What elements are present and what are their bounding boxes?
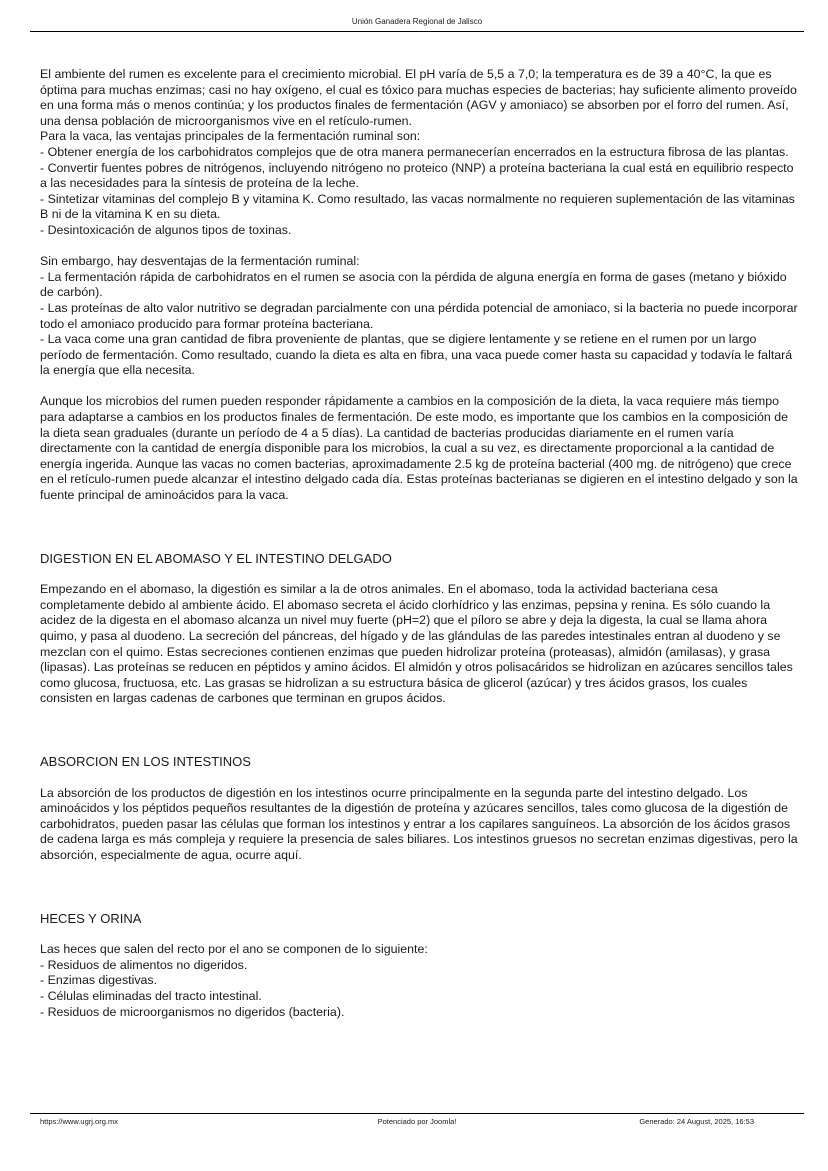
heces-section <box>40 911 800 1021</box>
list-item: - Sintetizar vitaminas del complejo B y vitamina K. Como resultado, las vacas normalmente no requieren suplementación de las vitaminas B ni de la vitamina K en su dieta. <box>40 191 795 222</box>
list-item: - La vaca come una gran cantidad de fibra proveniente de plantas, que se digiere lentamente y se retiene en el rumen por un largo período de fermentación. Como resultado, cuando la dieta es alta en fibra, una vaca puede comer hasta su capacidad y todavía le faltará la energía que ella necesita. <box>40 332 793 378</box>
abomaso-section <box>40 551 800 707</box>
heces-intro: Las heces que salen del recto por el ano se componen de lo siguiente: <box>40 942 428 957</box>
rumen-paragraph-1: El ambiente del rumen es excelente para el crecimiento microbial. El pH varía de 5,5 a 7,0; la temperatura es de 39 a 40°C, la que es óptima para muchas enzimas; casi no hay oxígeno, el cual es tóxico para muchas especies de bacterias; hay suficiente alimento proveído en una forma más o menos continúa; y los productos finales de fermentación (AGV y amoniaco) se absorben por el forro del rumen. Así, una densa población de microorganismos vive en el retículo-rumen. <box>40 67 797 128</box>
advantages-intro: Para la vaca, las ventajas principales de la fermentación ruminal son: <box>40 129 421 144</box>
page-header <box>30 16 804 32</box>
article-body <box>40 67 800 1020</box>
list-item: - Residuos de alimentos no digeridos. <box>40 957 248 972</box>
rumen-paragraph-3: Aunque los microbios del rumen pueden responder rápidamente a cambios en la composición de la dieta, la vaca requiere más tiempo para adaptarse a cambios en los productos finales de fermentación. De este modo, es importante que los cambios en la composición de la dieta sean graduales (durante un período de 4 a 5 días). La cantidad de bacterias producidas diariamente en el rumen varía directamente con la cantidad de energía disponible para los microbios, la cual a su vez, es directamente proporcional a la cantidad de energía ingerida. Aunque las vacas no comen bacterias, aproximadamente 2.5 kg de proteína bacterial (400 mg. de nitrógeno) que crece en el retículo-rumen puede alcanzar el intestino delgado cada día. Estas proteínas bacterianas se digieren en el intestino delgado y son la fuente principal de aminoácidos para la vaca. <box>40 394 798 503</box>
abomaso-paragraph: Empezando en el abomaso, la digestión es similar a la de otros animales. En el abomaso, toda la actividad bacteriana cesa completamente debido al ambiente ácido. El abomaso secreta el ácido clorhídrico y las enzimas, pepsina y renina. Es sólo cuando la acidez de la digesta en el abomaso alcanza un nivel muy fuerte (pH=2) que el píloro se abre y deja la digesta, la cual se llama ahora quimo, y pasa al duodeno. La secreción del páncreas, del hígado y de las glándulas de las paredes intestinales entran al duodeno y se mezclan con el quimo. Estas secreciones contienen enzimas que pueden hidrolizar proteína (proteasas), almidón (amilasas), y grasa (lipasas). Las proteínas se reducen en péptidos y amino ácidos. El almidón y otros polisacáridos se hidrolizan en azúcares sencillos tales como glucosa, fructuosa, etc. Las grasas se hidrolizan a su estructura básica de glicerol (azúcar) y tres ácidos grasos, los cuales consisten en largas cadenas de carbones que terminan en grupos ácidos. <box>40 582 793 706</box>
section-heading: HECES Y ORINA <box>40 910 142 926</box>
absorcion-paragraph: La absorción de los productos de digestión en los intestinos ocurre principalmente en la segunda parte del intestino delgado. Los aminoácidos y los péptidos pequeños resultantes de la digestión de proteína y azúcares sencillos, tales como glucosa de la digestión de carbohidratos, pueden pasar las células que forman los intestinos y entrar a los capilares sanguíneos. La absorción de los ácidos grasos de cadena larga es más compleja y requiere la presencia de sales biliares. Los intestinos gruesos no secretan enzimas digestivas, pero la absorción, especialmente de agua, ocurre aquí. <box>40 785 798 862</box>
footer-powered-by: Potenciado por Joomla! <box>377 1117 457 1126</box>
list-item: - Enzimas digestivas. <box>40 973 158 988</box>
absorcion-section <box>40 754 800 864</box>
list-item: - Las proteínas de alto valor nutritivo se degradan parcialmente con una pérdida potencial de amoniaco, si la bacteria no puede incorporar todo el amoniaco producido para formar proteína bacteriana. <box>40 300 798 331</box>
list-item: - Obtener energía de los carbohidratos complejos que de otra manera permanecerían encerrados en la estructura fibrosa de las plantas. <box>40 144 789 159</box>
section-heading: DIGESTION EN EL ABOMASO Y EL INTESTINO DELGADO <box>40 550 392 566</box>
section-heading: ABSORCION EN LOS INTESTINOS <box>40 753 251 769</box>
footer-generated-date: Generado: 24 August, 2025, 16:53 <box>639 1117 754 1126</box>
footer-url[interactable]: https://www.ugrj.org.mx <box>40 1117 118 1126</box>
list-item: - La fermentación rápida de carbohidratos en el rumen se asocia con la pérdida de alguna energía en forma de gases (metano y bióxido de carbón). <box>40 269 787 300</box>
site-title: Unión Ganadera Regional de Jalisco <box>351 17 483 26</box>
disadvantages-intro: Sin embargo, hay desventajas de la fermentación ruminal: <box>40 254 360 269</box>
page-footer <box>30 1113 804 1127</box>
list-item: - Células eliminadas del tracto intestinal. <box>40 988 262 1003</box>
rumen-section <box>40 67 800 504</box>
list-item: - Desintoxicación de algunos tipos de toxinas. <box>40 222 292 237</box>
list-item: - Residuos de microorganismos no digeridos (bacteria). <box>40 1004 345 1019</box>
list-item: - Convertir fuentes pobres de nitrógenos, incluyendo nitrógeno no proteico (NNP) a proteína bacteriana la cual está en equilibrio respecto a las necesidades para la síntesis de proteína de la leche. <box>40 160 794 191</box>
